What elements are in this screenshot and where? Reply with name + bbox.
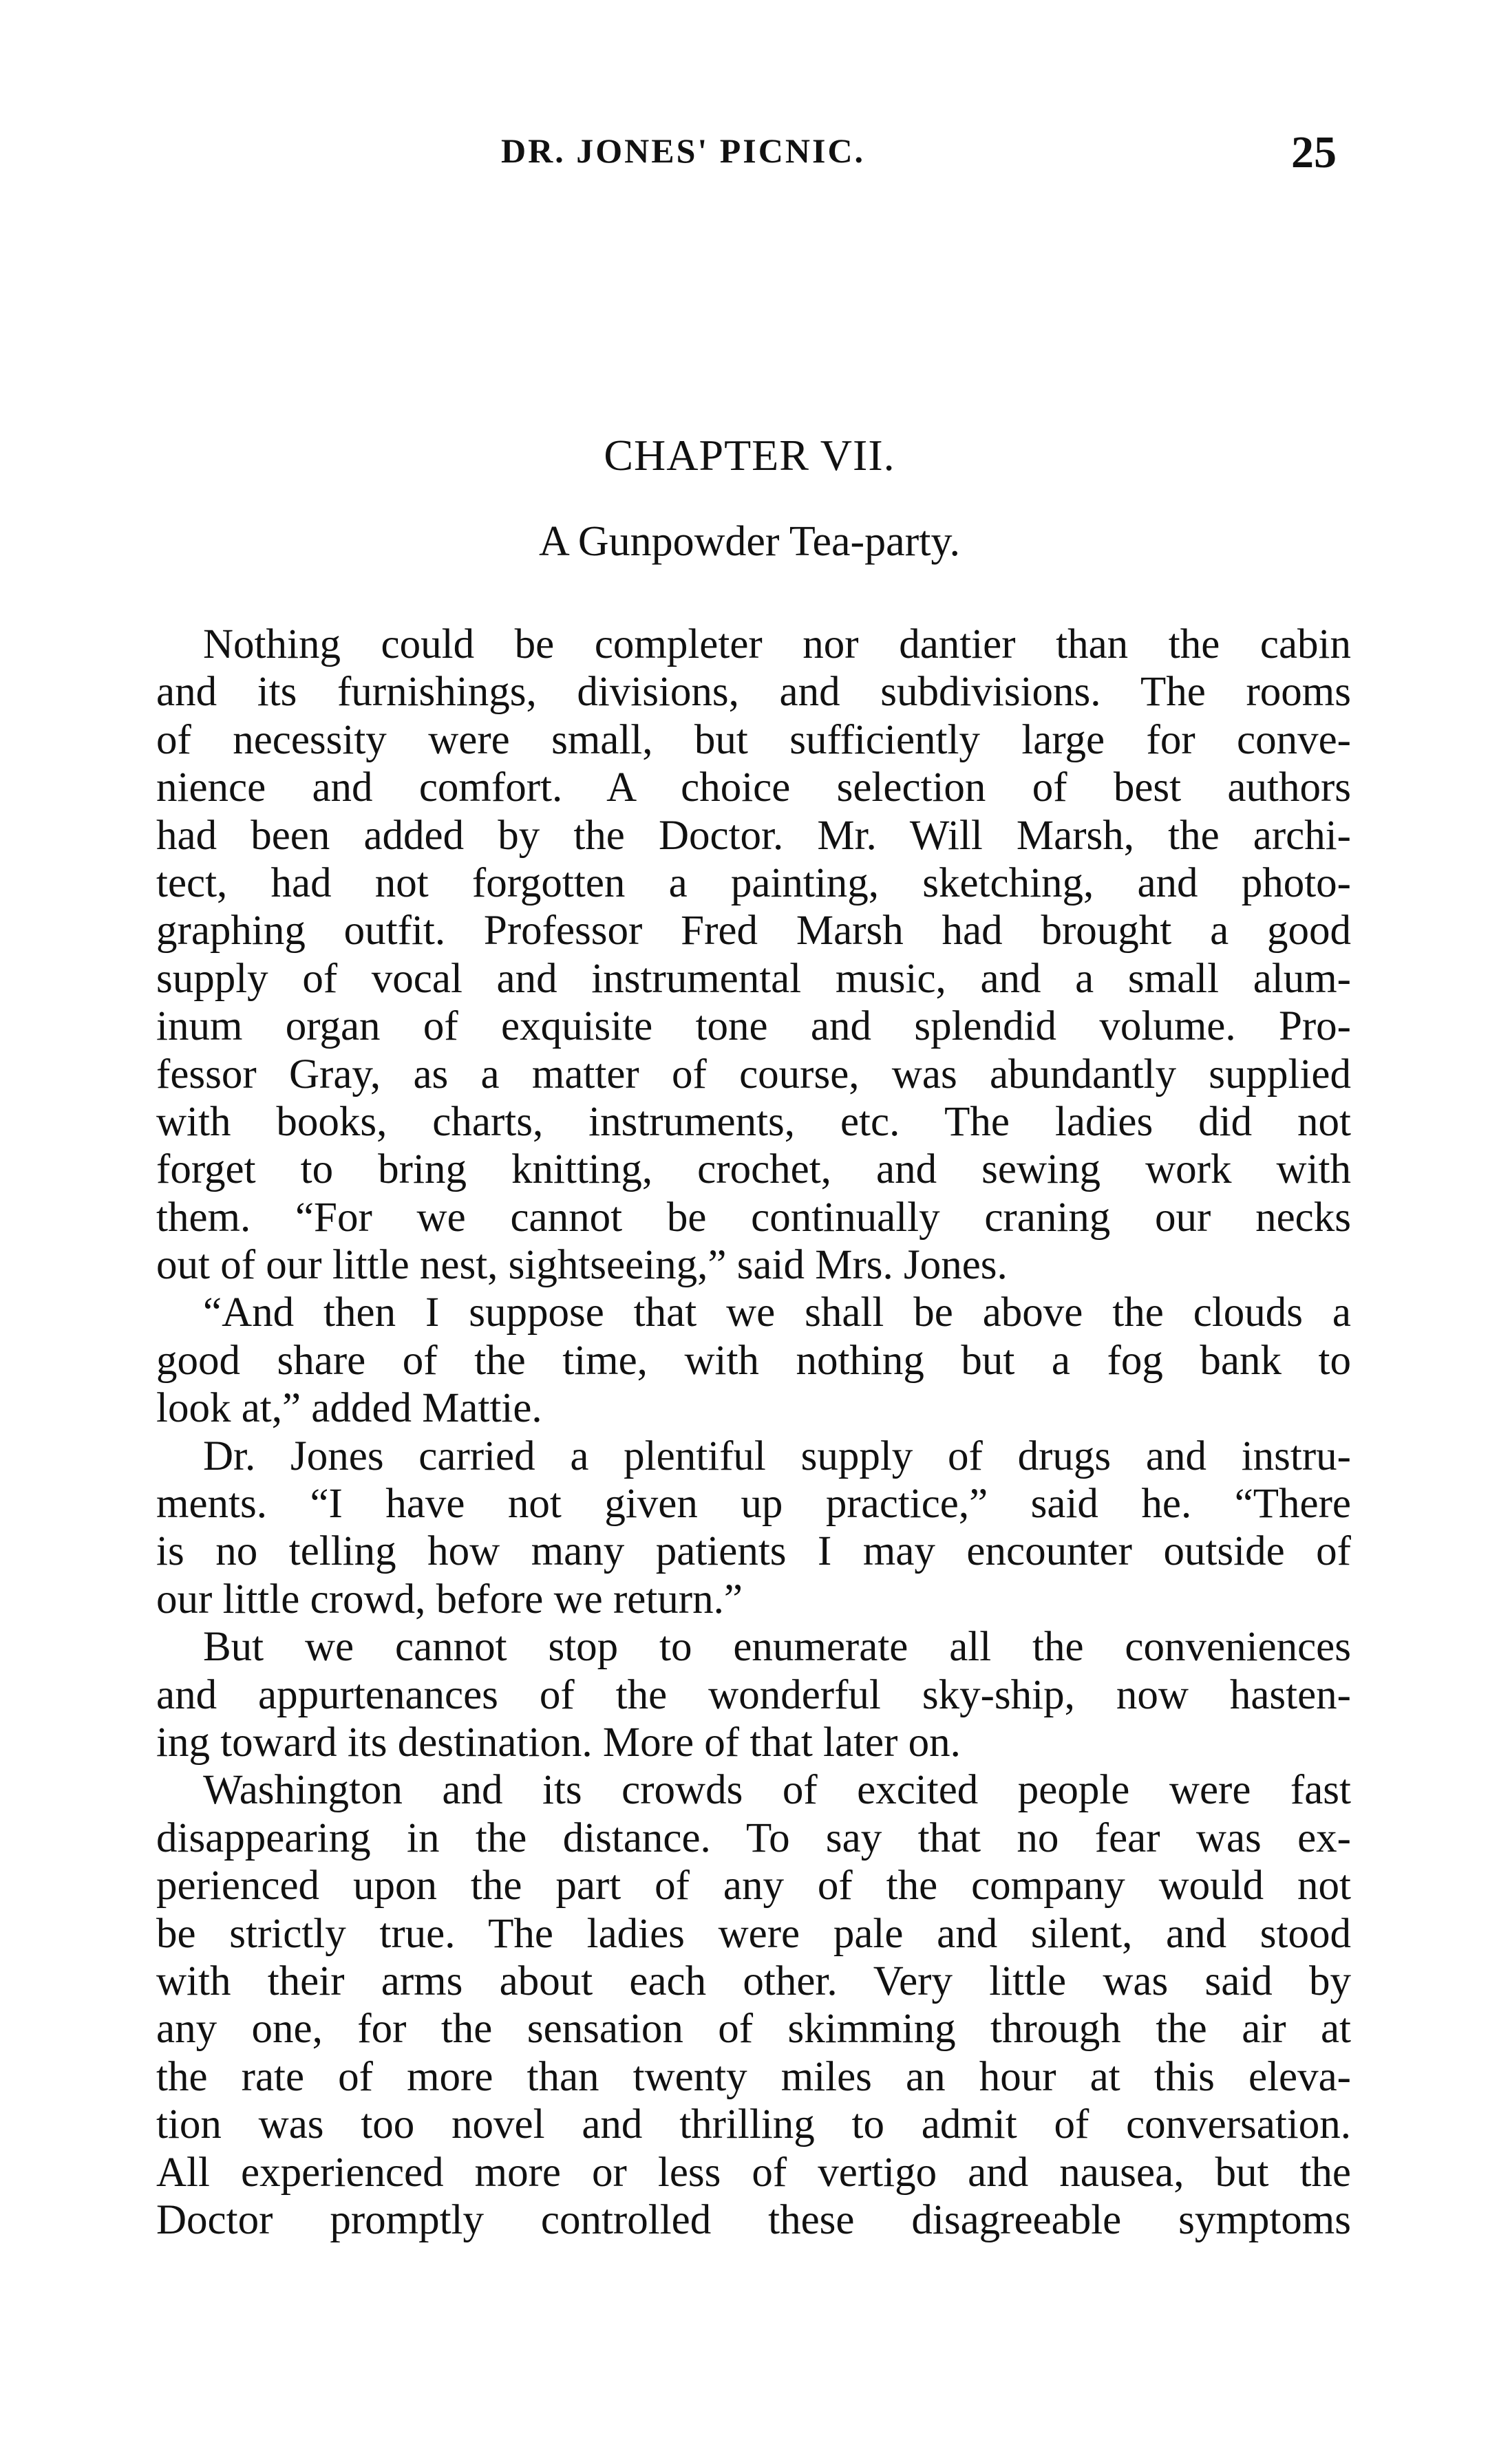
- text-line: them. “For we cannot be continually craning our necks: [156, 1194, 1351, 1241]
- text-line: tion was too novel and thrilling to admit of conversation.: [156, 2101, 1351, 2148]
- text-line: ing toward its destination. More of that later on.: [156, 1719, 961, 1766]
- text-line: good share of the time, with nothing but a fog bank to: [156, 1337, 1351, 1384]
- text-line: Washington and its crowds of excited people were fast: [203, 1767, 1351, 1814]
- text-line: inum organ of exquisite tone and splendid volume. Pro-: [156, 1003, 1351, 1050]
- text-line: “And then I suppose that we shall be above the clouds a: [203, 1289, 1351, 1336]
- text-line: of necessity were small, but sufficiently large for conve-: [156, 716, 1351, 763]
- text-line: and appurtenances of the wonderful sky-ship, now hasten-: [156, 1671, 1351, 1718]
- text-line: supply of vocal and instrumental music, and a small alum-: [156, 955, 1351, 1002]
- text-line: ments. “I have not given up practice,” said he. “There: [156, 1481, 1351, 1528]
- body-text: [156, 621, 1351, 2244]
- text-line: look at,” added Mattie.: [156, 1385, 542, 1432]
- text-line: tect, had not forgotten a painting, sketching, and photo-: [156, 859, 1351, 906]
- chapter-title: A Gunpowder Tea-party.: [538, 518, 961, 565]
- text-line: be strictly true. The ladies were pale and silent, and stood: [156, 1910, 1351, 1957]
- chapter-heading: CHAPTER VII.: [604, 431, 895, 480]
- text-line: perienced upon the part of any of the company would not: [156, 1863, 1351, 1909]
- text-line: any one, for the sensation of skimming through the air at: [156, 2006, 1351, 2053]
- text-line: Doctor promptly controlled these disagreeable symptoms: [156, 2196, 1351, 2243]
- text-line: out of our little nest, sightseeing,” said Mrs. Jones.: [156, 1242, 1008, 1289]
- text-line: All experienced more or less of vertigo and nausea, but the: [156, 2149, 1351, 2196]
- running-head-title: DR. JONES' PICNIC.: [501, 131, 866, 170]
- text-line: and its furnishings, divisions, and subdivisions. The rooms: [156, 669, 1351, 716]
- text-line: nience and comfort. A choice selection of best authors: [156, 764, 1351, 811]
- text-line: the rate of more than twenty miles an hour at this eleva-: [156, 2053, 1351, 2100]
- page-number: 25: [1291, 127, 1337, 178]
- text-line: with their arms about each other. Very little was said by: [156, 1958, 1351, 2004]
- text-line: with books, charts, instruments, etc. The ladies did not: [156, 1098, 1351, 1145]
- text-line: is no telling how many patients I may encounter outside of: [156, 1528, 1351, 1575]
- text-line: fessor Gray, as a matter of course, was abundantly supplied: [156, 1051, 1351, 1097]
- text-line: had been added by the Doctor. Mr. Will Marsh, the archi-: [156, 812, 1351, 859]
- text-line: disappearing in the distance. To say that no fear was ex-: [156, 1814, 1351, 1861]
- text-line: Dr. Jones carried a plentiful supply of drugs and instru-: [203, 1433, 1351, 1479]
- text-line: graphing outfit. Professor Fred Marsh had brought a good: [156, 908, 1351, 954]
- text-line: forget to bring knitting, crochet, and sewing work with: [156, 1146, 1351, 1193]
- text-line: our little crowd, before we return.”: [156, 1576, 743, 1622]
- text-line: But we cannot stop to enumerate all the conveniences: [203, 1624, 1351, 1671]
- text-line: Nothing could be completer nor dantier than the cabin: [203, 621, 1351, 667]
- running-head: [0, 127, 1499, 179]
